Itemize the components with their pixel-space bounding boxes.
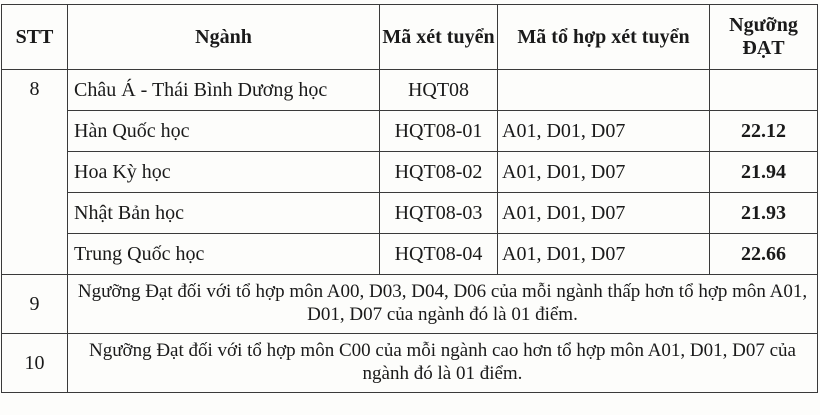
row-nganh: Hoa Kỳ học xyxy=(68,152,380,193)
table-row xyxy=(2,193,818,234)
group-nguong-empty xyxy=(710,70,818,111)
row-ma: HQT08-02 xyxy=(380,152,498,193)
row-to-hop: A01, D01, D07 xyxy=(498,152,710,193)
row-nganh: Hàn Quốc học xyxy=(68,111,380,152)
header-ma-to-hop: Mã tổ hợp xét tuyển xyxy=(498,5,710,70)
row-to-hop: A01, D01, D07 xyxy=(498,193,710,234)
group-ma: HQT08 xyxy=(380,70,498,111)
row-to-hop: A01, D01, D07 xyxy=(498,234,710,275)
note-stt: 9 xyxy=(2,275,68,334)
header-nganh: Ngành xyxy=(68,5,380,70)
group-nganh: Châu Á - Thái Bình Dương học xyxy=(68,70,380,111)
row-nguong: 22.66 xyxy=(710,234,818,275)
note-text: Ngưỡng Đạt đối với tổ hợp môn A00, D03, D04, D06 của mỗi ngành thấp hơn tổ hợp môn A01, D01, D07 của ngành đó là 01 điểm. xyxy=(68,275,818,334)
row-ma: HQT08-03 xyxy=(380,193,498,234)
header-nguong-dat: Ngưỡng ĐẠT xyxy=(710,5,818,70)
row-nganh: Nhật Bản học xyxy=(68,193,380,234)
group-stt: 8 xyxy=(2,70,68,275)
table-header-row xyxy=(2,5,818,70)
row-ma: HQT08-01 xyxy=(380,111,498,152)
table-row xyxy=(2,234,818,275)
admission-threshold-table xyxy=(1,4,818,393)
row-ma: HQT08-04 xyxy=(380,234,498,275)
row-to-hop: A01, D01, D07 xyxy=(498,111,710,152)
table-row-group xyxy=(2,70,818,111)
row-nganh: Trung Quốc học xyxy=(68,234,380,275)
note-row xyxy=(2,275,818,334)
table-row xyxy=(2,111,818,152)
row-nguong: 21.94 xyxy=(710,152,818,193)
note-row xyxy=(2,334,818,393)
note-stt: 10 xyxy=(2,334,68,393)
note-text: Ngưỡng Đạt đối với tổ hợp môn C00 của mỗi ngành cao hơn tổ hợp môn A01, D01, D07 của ngành đó là 01 điểm. xyxy=(68,334,818,393)
header-stt: STT xyxy=(2,5,68,70)
group-to-hop-empty xyxy=(498,70,710,111)
header-ma-xet-tuyen: Mã xét tuyển xyxy=(380,5,498,70)
row-nguong: 22.12 xyxy=(710,111,818,152)
table-row xyxy=(2,152,818,193)
row-nguong: 21.93 xyxy=(710,193,818,234)
